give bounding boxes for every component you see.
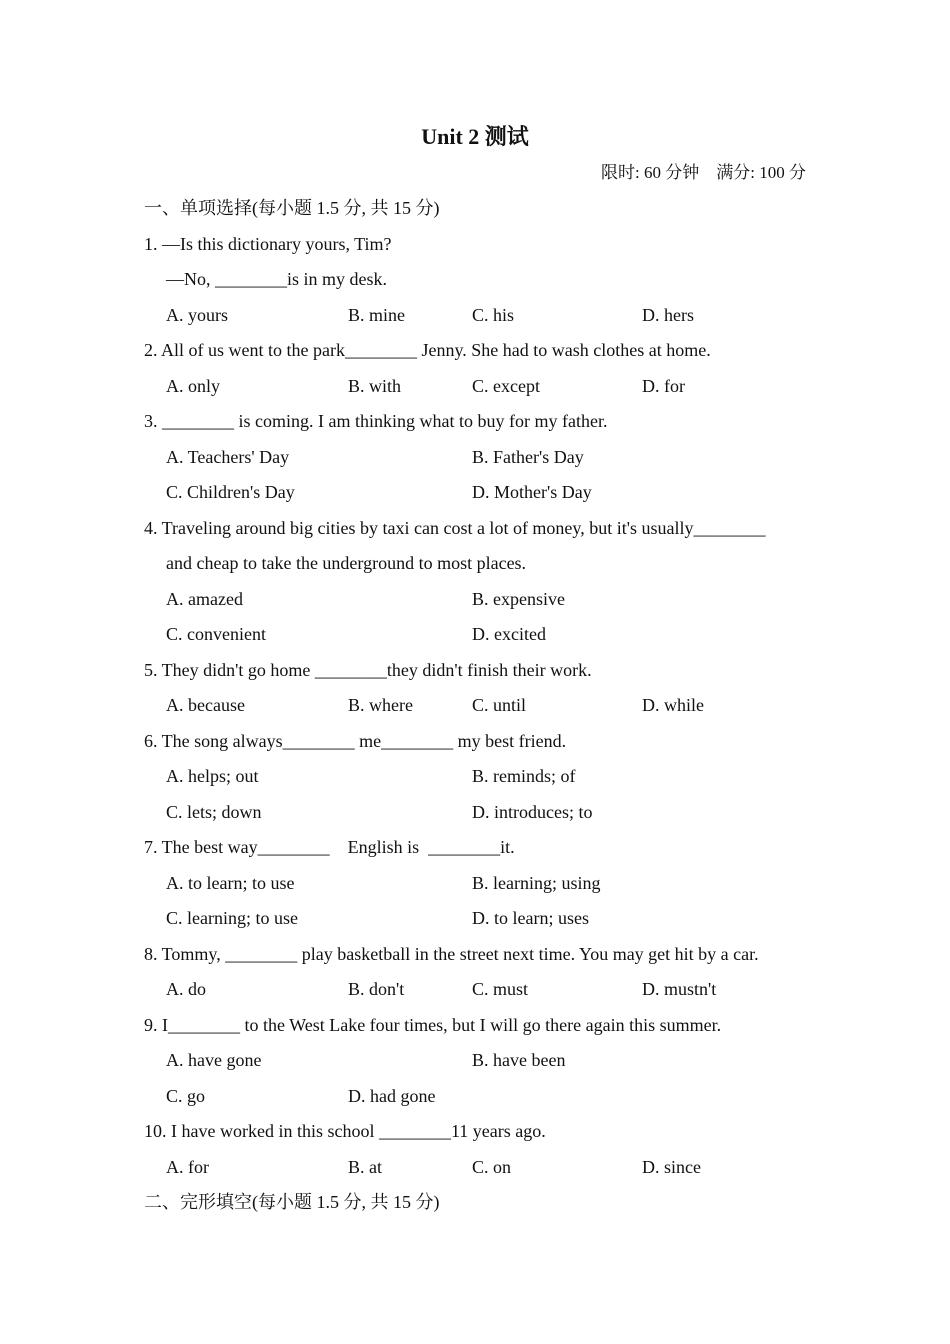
q3-option-b[interactable]: B. Father's Day — [472, 447, 584, 467]
q10-option-d[interactable]: D. since — [642, 1157, 701, 1177]
q10-option-b[interactable]: B. at — [348, 1157, 382, 1177]
q9-option-c[interactable]: C. go — [166, 1086, 206, 1106]
q6-option-a[interactable]: A. helps; out — [166, 766, 259, 786]
full-score: 满分: 100 分 — [716, 163, 806, 182]
q5-option-b[interactable]: B. where — [348, 695, 413, 715]
q1-option-a[interactable]: A. yours — [166, 305, 228, 325]
question-3-stem: 3. ________ is coming. I am thinking what to buy for my father. — [144, 411, 608, 431]
q4-option-d[interactable]: D. excited — [472, 624, 546, 644]
q1-option-b[interactable]: B. mine — [348, 305, 405, 325]
q4-option-b[interactable]: B. expensive — [472, 589, 565, 609]
q2-option-c[interactable]: C. except — [472, 376, 540, 396]
q3-option-d[interactable]: D. Mother's Day — [472, 482, 592, 502]
exam-meta — [601, 160, 806, 186]
q9-option-d[interactable]: D. had gone — [348, 1086, 436, 1106]
q2-option-a[interactable]: A. only — [166, 376, 220, 396]
q5-option-a[interactable]: A. because — [166, 695, 245, 715]
question-10-stem: 10. I have worked in this school ________11 years ago. — [144, 1121, 546, 1141]
q8-option-c[interactable]: C. must — [472, 979, 529, 999]
q6-option-c[interactable]: C. lets; down — [166, 802, 262, 822]
q8-option-d[interactable]: D. mustn't — [642, 979, 717, 999]
time-limit: 限时: 60 分钟 — [601, 163, 700, 182]
q4-option-a[interactable]: A. amazed — [166, 589, 243, 609]
page-title: Unit 2 测试 — [421, 124, 529, 149]
q8-option-b[interactable]: B. don't — [348, 979, 405, 999]
q6-option-d[interactable]: D. introduces; to — [472, 802, 593, 822]
question-2-stem: 2. All of us went to the park________ Jenny. She had to wash clothes at home. — [144, 340, 711, 360]
q3-option-a[interactable]: A. Teachers' Day — [166, 447, 290, 467]
q7-option-c[interactable]: C. learning; to use — [166, 908, 298, 928]
q3-option-c[interactable]: C. Children's Day — [166, 482, 295, 502]
section-heading-1: 一、单项选择(每小题 1.5 分, 共 15 分) — [144, 198, 440, 218]
question-1-stem-2: —No, ________is in my desk. — [166, 269, 388, 289]
q9-option-a[interactable]: A. have gone — [166, 1050, 262, 1070]
question-8-stem: 8. Tommy, ________ play basketball in the street next time. You may get hit by a car. — [144, 944, 759, 964]
question-9-stem: 9. I________ to the West Lake four times, but I will go there again this summer. — [144, 1015, 722, 1035]
q7-option-a[interactable]: A. to learn; to use — [166, 873, 295, 893]
q5-option-d[interactable]: D. while — [642, 695, 704, 715]
question-1-stem: 1. —Is this dictionary yours, Tim? — [144, 234, 392, 254]
q8-option-a[interactable]: A. do — [166, 979, 206, 999]
section-heading-2: 二、完形填空(每小题 1.5 分, 共 15 分) — [144, 1192, 440, 1212]
question-4-stem: 4. Traveling around big cities by taxi can cost a lot of money, but it's usually________ — [144, 518, 766, 538]
q9-option-b[interactable]: B. have been — [472, 1050, 566, 1070]
question-4-stem-2: and cheap to take the underground to most places. — [166, 553, 527, 573]
q10-option-a[interactable]: A. for — [166, 1157, 209, 1177]
question-6-stem: 6. The song always________ me________ my best friend. — [144, 731, 567, 751]
q1-option-c[interactable]: C. his — [472, 305, 515, 325]
q2-option-b[interactable]: B. with — [348, 376, 402, 396]
q5-option-c[interactable]: C. until — [472, 695, 527, 715]
q7-option-d[interactable]: D. to learn; uses — [472, 908, 589, 928]
q10-option-c[interactable]: C. on — [472, 1157, 512, 1177]
q4-option-c[interactable]: C. convenient — [166, 624, 266, 644]
question-5-stem: 5. They didn't go home ________they didn't finish their work. — [144, 660, 592, 680]
question-7-stem: 7. The best way________ English is ________it. — [144, 837, 515, 857]
q7-option-b[interactable]: B. learning; using — [472, 873, 601, 893]
q1-option-d[interactable]: D. hers — [642, 305, 694, 325]
q2-option-d[interactable]: D. for — [642, 376, 685, 396]
q6-option-b[interactable]: B. reminds; of — [472, 766, 576, 786]
